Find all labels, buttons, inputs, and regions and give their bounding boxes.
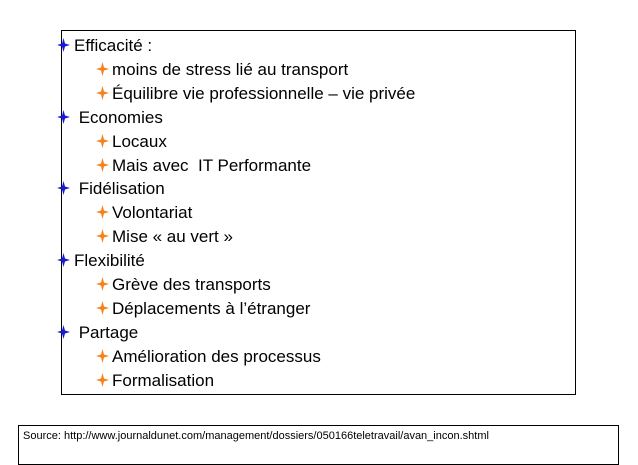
source-box [18, 425, 619, 465]
star-sub-bullet-icon [96, 205, 109, 219]
star-sub-bullet-icon [96, 349, 109, 363]
star-sub-bullet-icon [96, 277, 109, 291]
star-bullet-icon [57, 325, 70, 339]
bullet-text: Fidélisation [74, 179, 165, 199]
content-box [61, 30, 576, 395]
sub-bullet-text: Grève des transports [112, 275, 271, 294]
sub-bullet-text: Mais avec IT Performante [112, 155, 312, 175]
star-sub-bullet-icon [96, 301, 109, 315]
star-sub-bullet-icon [96, 229, 109, 243]
sub-bullet-text: Formalisation [112, 370, 215, 390]
bullet-text: Partage [74, 322, 139, 342]
sub-bullet-text: Volontariat [112, 203, 193, 223]
star-sub-bullet-icon [96, 86, 109, 100]
sub-bullet-text: Locaux [112, 131, 167, 151]
sub-bullet-text: moins de stress lié au transport [112, 59, 349, 79]
sub-bullet-text: Déplacements à l’étranger [112, 298, 311, 318]
star-bullet-icon [57, 181, 70, 195]
bullet-text: Flexibilité [74, 251, 145, 271]
star-bullet-icon [57, 110, 70, 124]
star-bullet-icon [57, 38, 70, 52]
bullet-text: Efficacité : [74, 36, 153, 55]
star-bullet-icon [57, 253, 70, 267]
star-sub-bullet-icon [96, 158, 109, 172]
star-sub-bullet-icon [96, 373, 109, 387]
bullet-text: Economies [74, 107, 163, 127]
star-sub-bullet-icon [96, 134, 109, 148]
star-sub-bullet-icon [96, 62, 109, 76]
sub-bullet-text: Mise « au vert » [112, 227, 233, 247]
sub-bullet-text: Amélioration des processus [112, 346, 321, 366]
sub-bullet-text: Équilibre vie professionnelle – vie privée [112, 83, 416, 103]
source-citation: Source: http://www.journaldunet.com/management/dossiers/050166teletravail/avan_incon.shtml [23, 430, 489, 442]
